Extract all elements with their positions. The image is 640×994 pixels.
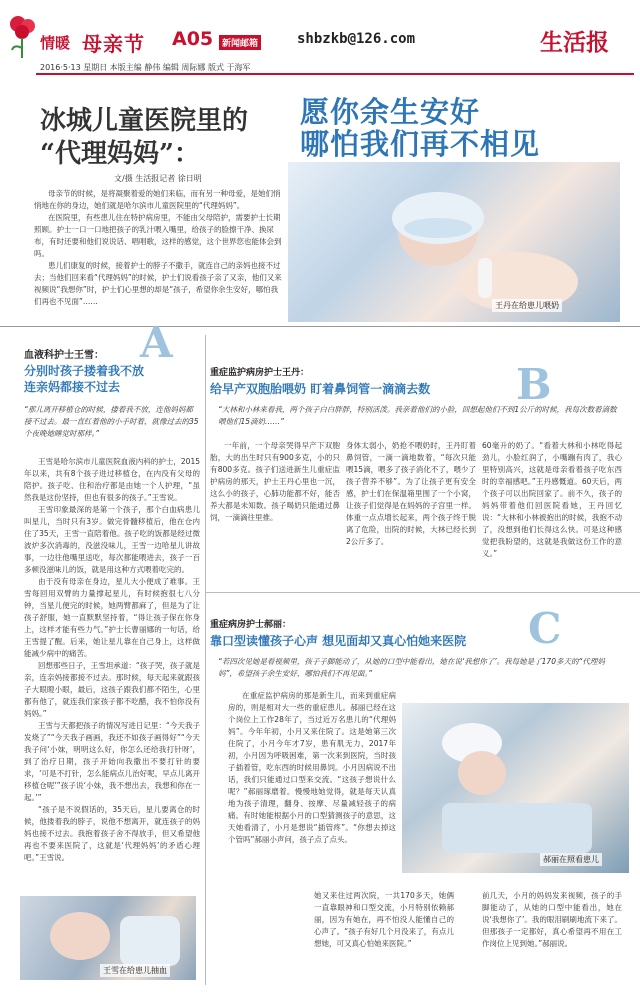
- section-a-title-line1: 分别时孩子搂着我不放: [24, 364, 145, 378]
- section-b-name: 重症监护病房护士王丹：: [210, 368, 310, 378]
- section-letter-a: A: [140, 318, 173, 367]
- body-paragraph: 由于没有母亲在身边，星儿大小便成了难事。王雪每回用双臂的力量撑起星儿，有时候抱很七八分钟，当星儿便完的时候，她两臂都麻了，但是为了让孩子舒服，她一直默默坚持着，“得让孩子保在你身上，这样才能有些力气。”护士长曹丽娜的一句话，给王雪提了醒。后来，她让星儿靠在自己身上，这样做能减少病中的痛苦。: [24, 577, 200, 658]
- photo-caption: 郝丽在照看患儿: [540, 853, 602, 866]
- headline-right-line1: 愿你余生安好: [300, 95, 481, 129]
- intro-paragraph: 母亲节的时候，是将凝聚着爱的她们来临，而有另一种母爱，是她们悄悄地在你的身边，她们就是哈尔滨市儿童医院里的“代理妈妈”。: [34, 189, 281, 210]
- contact-email: shbzkb@126.com: [297, 31, 416, 47]
- dateline: 2016·5·13 星期日 本版主编 静伟 编辑 周际娜 版式 于海军: [40, 63, 251, 72]
- section-a-name: 血液科护士王雪：: [24, 350, 104, 361]
- photo-caption: 王雪在给患儿抽血: [100, 964, 170, 977]
- column-prefix: 情暖: [40, 34, 71, 52]
- photo-nurse-blood-draw: [20, 896, 196, 980]
- page-number: A05: [172, 28, 214, 50]
- column-divider: [205, 335, 206, 985]
- body-paragraph: 回想那些日子，王雪坦承道：“孩子哭，孩子就是亲，连亲妈接都接不过去。那时候，每天起来就跟孩子大眼瞪小眼，最后，这孩子跟我们都不陌生，心里都有他了，就连我们家孩子都不吃醋，我不怕你没有妈妈。”: [24, 661, 200, 718]
- photo-caption: 王丹在给患儿喂奶: [492, 299, 562, 312]
- body-paragraph: “孩子是不说假话的，35天后，星儿要离仓的时候，他搂着我的脖子，说他不想离开，就连孩子的妈妈也接不过去。我抱着孩子舍不得放手，但又希望他再也不要来医院了，这就是‘代理妈妈’的矛盾心理吧。”王雪说。: [24, 805, 200, 862]
- section-letter-b: B: [516, 360, 552, 409]
- intro-text: [34, 188, 284, 308]
- intro-paragraph: 在医院里，有些患儿住在特护病房里，不能由父母陪护，需要护士长期照顾。护士一口一口地把孩子的乳汁喂入嘴里，给孩子的脸擦干净、换尿布，有时还要和他们说说话、唱唱歌，这样的感觉，这个世界您也能体会到吗。: [34, 213, 282, 258]
- section-c-col1: 在重症监护病房的那是新生儿，而来到重症病房的，则是相对大一些的重症患儿。郝丽已经在这个岗位上工作28年了，当过近万名患儿的“代理妈妈”。今年年初，小月又来住院了。这是她第三次住院了，小月今年才7岁，患有肌无力，2017年初，小月因为呼吸困难，第一次来到医院，当时孩子插着管，吃东西的时候用鼻饲。小月因病说不出话，我们只能通过口型来交流。“这孩子想说什么呢？”郝丽琢磨着。慢慢地她觉得，就是每天认真地为孩子清理，翻身、按摩、尽量减轻孩子的病痛。有时她能根据小月的口型猜测孩子的意思，这天她看清了，小月是想说“插管疼”。“你想去掉这个管吗”郝丽小声问，孩子点了点头。: [228, 691, 396, 844]
- masthead-rule: [36, 73, 634, 75]
- section-b-quote: “大林和小林来看我，两个孩子白白胖胖，特别活泼。我亲着他们的小脸，回想起他们不到1公斤的时候，我每次数着滴数喂他们15滴奶……”: [218, 405, 617, 426]
- newspaper-logo: 生活报: [540, 29, 609, 56]
- intro-paragraph: 患儿们康复的时候，接着护士的脖子不撒手，就连自己的亲妈也接不过去；当他们回来看“代理妈妈”的时候，护士们说看孩子亲了又亲，他们又来视频说“我想你”时，护士们心里想的却是“孩子，希望你余生安好，哪怕我们再也不见面”……: [34, 261, 282, 306]
- section-a-title-line2: 连亲妈都接不过去: [24, 380, 121, 394]
- section-b-col1: 一年前，一个母亲哭得早产下双胞胎，大的出生时只有900多克，小的只有800多克。孩子们送进新生儿重症监护病房的那天，护士王丹心里也一沉，这么小的孩子，心肺功能都不好，能否养大都是未知数。孩子喝奶只能通过鼻饲，一滴滴往里推。: [210, 441, 340, 522]
- section-a-body: [24, 456, 200, 892]
- photo-nurse-feeding: [288, 162, 620, 322]
- section-b-title: 给早产双胞胎喂奶 盯着鼻饲管一滴滴去数: [210, 382, 431, 396]
- photo-nurse-caring: [402, 703, 629, 873]
- section-a-quote: “那儿离开移植仓的时候，搂着我不放，连他妈妈都接不过去。最一直红着他的小手时着，就像过去的35个夜晚她睡觉时那样。”: [24, 405, 199, 438]
- hotline-label: 新闻邮箱: [219, 35, 261, 50]
- headline-left-line1: 冰城儿童医院里的: [40, 106, 249, 136]
- headline-left-line2: “代理妈妈”：: [40, 139, 200, 169]
- section-divider: [206, 592, 640, 593]
- body-paragraph: 王雪印象最深的是第一个孩子，那个白血病患儿叫星儿，当时只有3岁。做完骨髓移植后，他在仓内住了35天，王雪一直陪着他。孩子吃的饭都是经过微波炉多次消毒的，没滋没味儿，王雪一边哈星儿讲故事，一边往他嘴里送吃，每次都能喂进去，孩子一百多顿没滋味儿的饭，就是用这种方式喂着吃完的。: [24, 505, 200, 574]
- section-c-col2: 她又来住过两次院，一共170多天，她俩一直靠眼神和口型交流，小月特别依赖郝丽，因为有她在，再不怕没人能懂自己的心声了。“孩子有好几个月没来了，有点儿想她，可又真心怕她来医院。”: [314, 891, 454, 948]
- section-letter-c: C: [528, 604, 562, 653]
- body-paragraph: 王雪是哈尔滨市儿童医院血液内科的护士，2015年以来，共有8个孩子进过移植仓，在内没有父母的陪护。孩子吃、住和治疗都是由她一个人护理，“虽然我是这份坚持，但也有很多的孩子。”王雪说。: [24, 457, 200, 502]
- section-c-quote: “若四次见她是看视频里，孩子子脚能动了，从她的口型中能看出，她在说‘我想你了’。我每她是了170多天的“代理妈妈”，希望孩子余生安好，哪怕我们不再见面。”: [218, 657, 605, 678]
- column-name: 母亲节: [82, 32, 145, 56]
- headline-right-line2: 哪怕我们再不相见: [300, 127, 541, 161]
- photo-illustration: [288, 162, 620, 322]
- photo-illustration: [402, 703, 629, 873]
- section-b-col2: 身体太弱小，奶抢不喂奶时，王丹盯着鼻饲管，一滴一滴地数着，“每次只能喂15滴，喂多了孩子消化不了，喂少了孩子营养不够”。为了让孩子更有安全感，护士们在保温箱里围了一个小窝，让孩子们觉得是在妈妈的子宫里一样。体重一点点增长起来，两个孩子终于脱离了危险，出院的时候，大林已经长到2公斤多了。: [346, 441, 476, 546]
- section-c-col3: 前几天，小月的妈妈发来视频，孩子的手脚能动了，从她的口型中能看出，她在说‘我想你了’。我的眼泪刷刷地流下来了。但那孩子一定都好，真心希望再不用在工作岗位上见到她。”郝丽说。: [482, 891, 622, 948]
- section-c-name: 重症病房护士郝丽：: [210, 620, 292, 630]
- carnation-icon: [6, 14, 40, 60]
- section-b-col3: 60毫升的奶了。“看着大林和小林吃得起劲儿，小脸红润了，小嘴蹦有肉了，我心里特别高兴，这就是母亲看着孩子吃东西时的幸福感吧。”王丹感慨道。60天后，两个孩子可以出院回家了。前不久，孩子的妈妈带着他们回医院看她，王丹回忆说：“大林和小林被抱出的时候，我抱不动了，没想到他们长得这么快。可是这种感觉把我盼望的，这就是我做这份工作的意义。”: [482, 441, 622, 558]
- byline: 文/摄 生活报记者 徐日明: [114, 174, 202, 183]
- section-c-title: 靠口型读懂孩子心声 想见面却又真心怕她来医院: [210, 634, 467, 648]
- body-paragraph: 王雪与天都把孩子的情况写进日记里：“今天我子发烧了”“今天我子画画，我还不如孩子画得好”“今天我子问‘小妹，明明这么好，你怎么还给我打针呀’，到了治疗日期，孩子开始向我撒出不要打针的要求，‘可是不打针，怎么能病点儿治好呢，早点儿离开移植仓呢’”孩子说‘小妹，我不想出去，我想和你在一起。’”: [24, 721, 200, 802]
- section-divider: [0, 326, 640, 327]
